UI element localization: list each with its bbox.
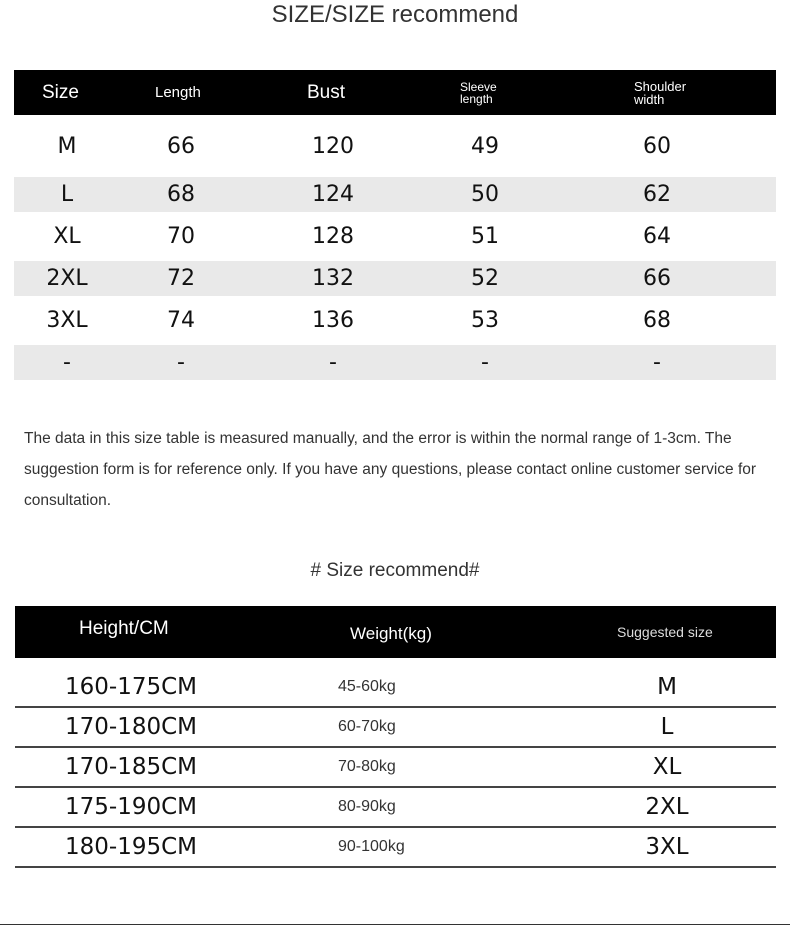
table-row <box>15 708 776 748</box>
table-cell: 180-195CM <box>65 834 198 860</box>
table-cell: 72 <box>167 266 195 291</box>
table-cell: 66 <box>643 266 671 291</box>
table-cell: 60-70kg <box>338 718 396 735</box>
table-cell: 175-190CM <box>65 794 198 820</box>
table-row <box>15 748 776 788</box>
table-cell: 160-175CM <box>65 674 198 700</box>
table-row <box>15 658 776 708</box>
size-note: The data in this size table is measured manually, and the error is within the normal range of 1-3cm. The suggestion form is for reference only. If you have any questions, please contact online customer service for consultation. <box>24 430 757 509</box>
table-cell: 90-100kg <box>338 838 405 855</box>
table-cell: L <box>60 182 74 207</box>
table-cell: 70-80kg <box>338 758 396 775</box>
table-row <box>14 261 776 296</box>
size-table <box>14 70 776 380</box>
table-cell: 64 <box>643 224 671 249</box>
bottom-divider <box>0 924 790 925</box>
table-cell: 50 <box>471 182 499 207</box>
header-height: Height/CM <box>79 618 169 639</box>
table-cell: 53 <box>471 308 499 333</box>
table-cell: M <box>57 133 77 159</box>
table-cell: 51 <box>471 224 499 249</box>
table-row <box>14 345 776 380</box>
header-shoulder-width: Shoulder width <box>634 78 687 107</box>
header-suggested-size: Suggested size <box>617 624 713 640</box>
table-cell: 66 <box>167 133 195 159</box>
table-row <box>14 212 776 261</box>
header-length: Length <box>155 84 201 101</box>
table-cell: - <box>177 350 185 375</box>
table-cell: 45-60kg <box>338 678 396 695</box>
table-cell: - <box>63 350 71 375</box>
recommend-table-header <box>15 606 776 658</box>
table-row <box>15 828 776 868</box>
table-cell: 68 <box>643 308 671 333</box>
table-cell: M <box>657 674 677 700</box>
table-cell: 128 <box>312 224 354 249</box>
table-row <box>14 177 776 212</box>
table-cell: 68 <box>167 182 195 207</box>
table-cell: 52 <box>471 266 499 291</box>
header-bust: Bust <box>307 81 346 103</box>
table-cell: XL <box>652 754 682 780</box>
table-cell: 49 <box>471 133 499 159</box>
table-cell: - <box>653 350 661 375</box>
table-cell: 3XL <box>645 834 689 860</box>
header-size: Size <box>42 81 79 103</box>
table-row <box>14 115 776 177</box>
header-weight: Weight(kg) <box>350 624 432 643</box>
page-title: SIZE/SIZE recommend <box>271 1 519 28</box>
table-cell: 80-90kg <box>338 798 396 815</box>
table-cell: L <box>660 714 674 740</box>
table-cell: 3XL <box>46 308 88 333</box>
table-cell: 2XL <box>46 266 88 291</box>
table-cell: 70 <box>167 224 195 249</box>
table-row <box>14 296 776 345</box>
table-cell: 132 <box>312 266 354 291</box>
table-cell: 170-185CM <box>65 754 198 780</box>
table-cell: XL <box>53 224 81 249</box>
table-cell: - <box>329 350 337 375</box>
table-cell: 74 <box>167 308 195 333</box>
recommend-title: # Size recommend# <box>310 560 480 581</box>
table-row <box>15 788 776 828</box>
recommend-table <box>15 606 776 868</box>
table-cell: 120 <box>312 133 354 159</box>
table-cell: 124 <box>312 182 354 207</box>
table-cell: 170-180CM <box>65 714 198 740</box>
table-cell: 2XL <box>645 794 689 820</box>
table-cell: 60 <box>643 133 671 159</box>
table-cell: 62 <box>643 182 671 207</box>
table-cell: - <box>481 350 489 375</box>
header-sleeve-length: Sleeve length <box>460 79 497 106</box>
size-table-header <box>14 70 776 115</box>
table-cell: 136 <box>312 308 354 333</box>
